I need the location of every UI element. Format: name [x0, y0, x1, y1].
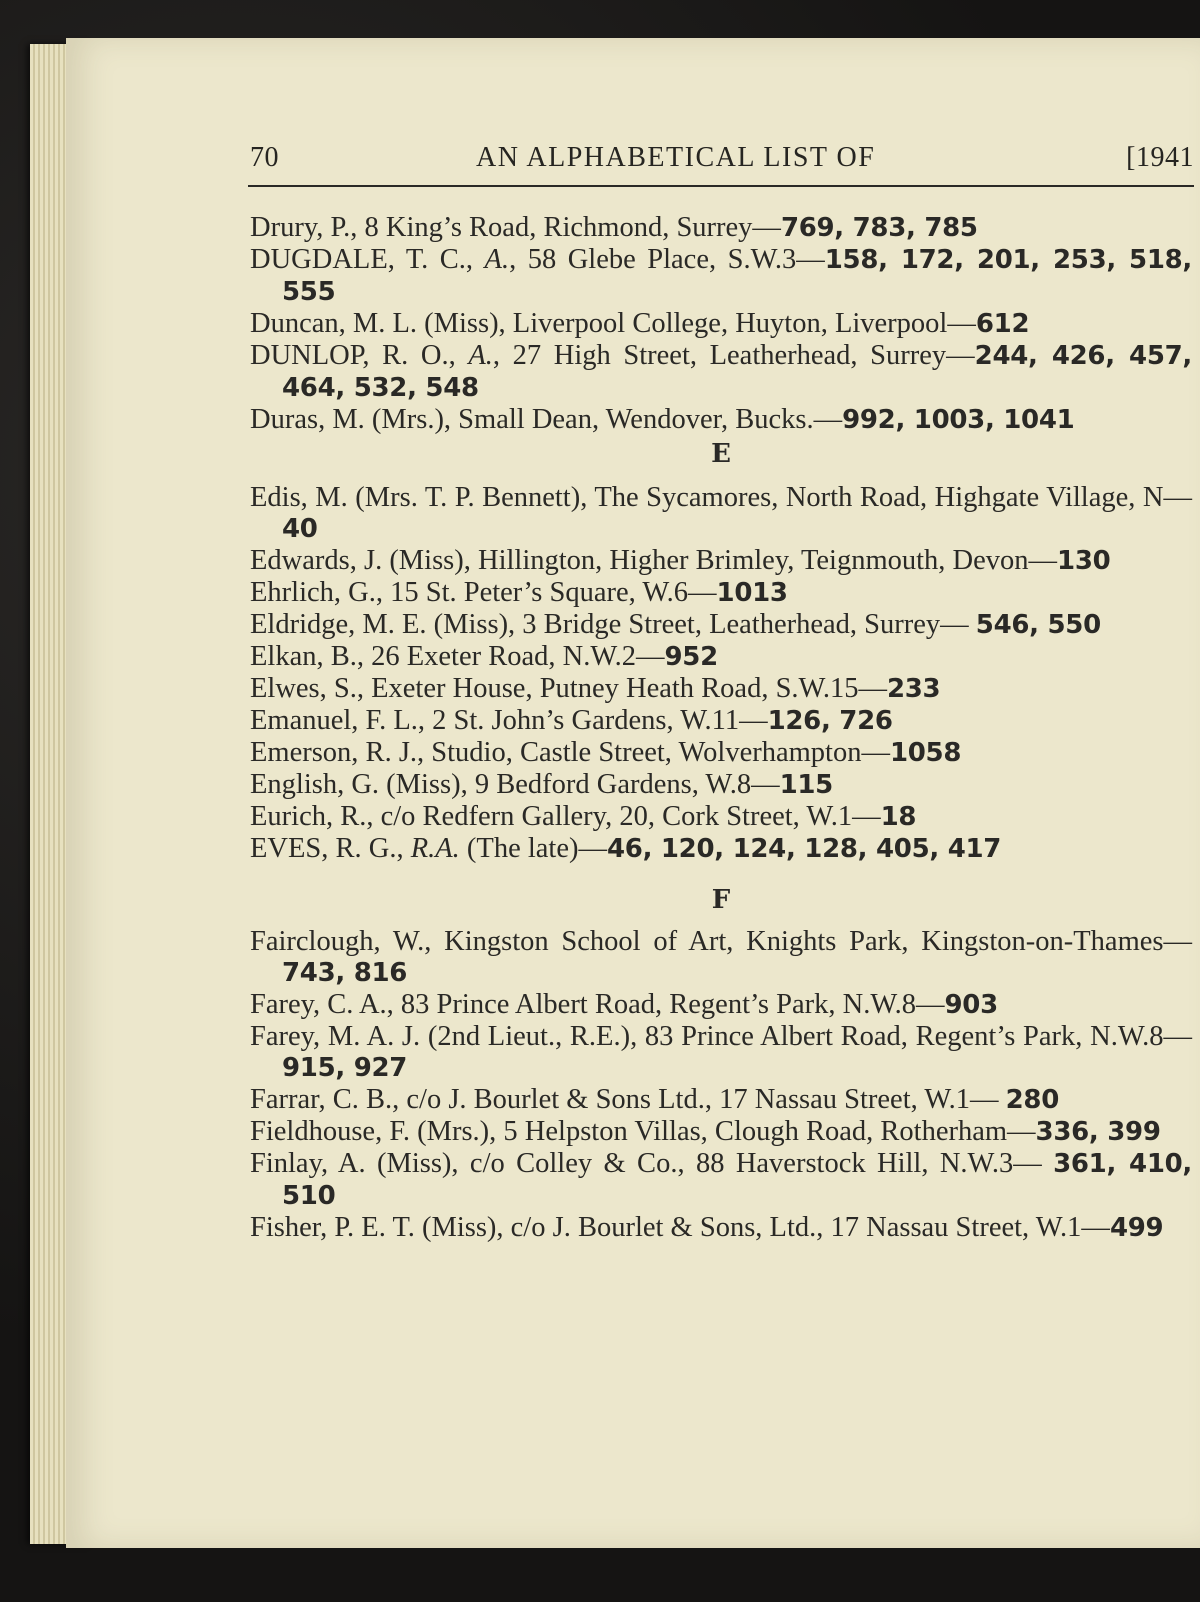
entry-text: Ehrlich, G., 15 St. Peter’s Square, W.6—	[250, 577, 717, 608]
entry-numbers: 952	[664, 642, 718, 672]
entry-numbers: 915, 927	[282, 1053, 408, 1083]
entry-text: Elwes, S., Exeter House, Putney Heath Road, S.W.15—	[250, 673, 887, 704]
entry-text: Emerson, R. J., Studio, Castle Street, Wolverhampton—	[250, 737, 890, 768]
entry-name: DUGDALE, T. C.,	[250, 244, 485, 275]
entry-text: Fairclough, W., Kingston School of Art, Knights Park, Kingston-on-Thames—	[250, 926, 1192, 957]
list-entry	[250, 641, 1192, 673]
entry-numbers: 244, 426, 457, 464, 532, 548	[282, 341, 1192, 403]
entry-numbers: 743, 816	[282, 958, 408, 988]
list-entry	[250, 308, 1192, 340]
entry-text: Finlay, A. (Miss), c/o Colley & Co., 88 Haverstock Hill, N.W.3—	[250, 1148, 1054, 1179]
entry-text: Edis, M. (Mrs. T. P. Bennett), The Sycamores, North Road, Highgate Village, N—	[250, 482, 1192, 513]
entry-numbers: 233	[886, 674, 941, 704]
list-entry	[250, 609, 1192, 641]
entry-text: Emanuel, F. L., 2 St. John’s Gardens, W.11—	[250, 705, 768, 736]
entry-numbers: 336, 399	[1035, 1117, 1161, 1147]
entry-text: Duncan, M. L. (Miss), Liverpool College, Huyton, Liverpool—	[250, 308, 976, 339]
entry-numbers: 1013	[716, 578, 788, 608]
entry-text: Duras, M. (Mrs.), Small Dean, Wendover, Bucks.—	[250, 404, 843, 435]
entry-name: DUNLOP, R. O.,	[250, 340, 469, 371]
entry-numbers: 130	[1057, 546, 1111, 576]
list-entry	[250, 244, 1192, 308]
header-rule	[248, 185, 1194, 187]
list-entry	[250, 1021, 1192, 1084]
list-entry	[250, 769, 1192, 801]
entry-numbers: 126, 726	[767, 706, 893, 736]
page-number: 70	[250, 142, 279, 173]
entry-numbers: 361, 410, 510	[282, 1149, 1192, 1211]
list-entry	[250, 212, 1192, 244]
page-year: [1941	[1126, 142, 1194, 173]
entry-numbers: 499	[1109, 1213, 1164, 1243]
entry-numbers: 280	[1005, 1085, 1060, 1115]
list-entry	[250, 482, 1192, 545]
entry-text: Farey, M. A. J. (2nd Lieut., R.E.), 83 Prince Albert Road, Regent’s Park, N.W.8—	[250, 1021, 1192, 1052]
list-entry	[250, 673, 1192, 705]
entry-text: Drury, P., 8 King’s Road, Richmond, Surrey—	[250, 212, 781, 243]
entry-numbers: 769, 783, 785	[780, 213, 978, 243]
entry-text: Fisher, P. E. T. (Miss), c/o J. Bourlet & Sons, Ltd., 17 Nassau Street, W.1—	[250, 1212, 1110, 1243]
entry-distinction: A.	[484, 244, 510, 275]
section-letter-e: E	[711, 439, 731, 469]
list-entry	[250, 926, 1192, 989]
list-entry	[250, 1148, 1192, 1212]
entry-name: EVES, R. G.,	[250, 833, 411, 864]
entry-numbers: 903	[944, 990, 998, 1020]
entry-text: Fieldhouse, F. (Mrs.), 5 Helpston Villas, Clough Road, Rotherham—	[250, 1116, 1036, 1147]
list-entry	[250, 340, 1192, 404]
list-entry	[250, 989, 1192, 1021]
entry-numbers: 158, 172, 201, 253, 518, 555	[282, 245, 1193, 307]
list-entry	[250, 1212, 1192, 1244]
entry-text: Elkan, B., 26 Exeter Road, N.W.2—	[250, 641, 665, 672]
entry-numbers: 992, 1003, 1041	[842, 405, 1075, 435]
entry-distinction: A.	[468, 340, 493, 371]
entry-numbers: 546, 550	[975, 610, 1101, 640]
entry-text: Edwards, J. (Miss), Hillington, Higher Brimley, Teignmouth, Devon—	[250, 545, 1058, 576]
entry-numbers: 46, 120, 124, 128, 405, 417	[606, 834, 1002, 864]
running-head	[250, 136, 1194, 180]
entry-text: , 58 Glebe Place, S.W.3—	[509, 244, 825, 275]
entry-text: Farey, C. A., 83 Prince Albert Road, Regent’s Park, N.W.8—	[250, 989, 945, 1020]
entry-text: Eldridge, M. E. (Miss), 3 Bridge Street, Leatherhead, Surrey—	[250, 609, 976, 640]
entry-distinction: R.A.	[410, 833, 460, 864]
entry-text: Farrar, C. B., c/o J. Bourlet & Sons Ltd., 17 Nassau Street, W.1—	[250, 1084, 1006, 1115]
entry-numbers: 40	[282, 514, 318, 544]
entry-list	[250, 212, 1192, 1244]
section-letter-f: F	[711, 885, 731, 915]
list-entry	[250, 577, 1192, 609]
entry-text: Eurich, R., c/o Redfern Gallery, 20, Cork Street, W.1—	[250, 801, 881, 832]
entry-text: (The late)—	[459, 833, 607, 864]
list-entry	[250, 1116, 1192, 1148]
entry-text: , 27 High Street, Leatherhead, Surrey—	[492, 340, 975, 371]
list-entry	[250, 833, 1192, 865]
list-entry	[250, 737, 1192, 769]
entry-numbers: 18	[880, 802, 917, 832]
list-entry	[250, 705, 1192, 737]
entry-numbers: 1058	[889, 738, 962, 768]
entry-text: English, G. (Miss), 9 Bedford Gardens, W.8—	[250, 769, 780, 800]
entry-numbers: 612	[975, 309, 1030, 339]
page-title: AN ALPHABETICAL LIST OF	[476, 142, 876, 173]
list-entry	[250, 545, 1192, 577]
entry-numbers: 115	[779, 770, 833, 800]
list-entry	[250, 801, 1192, 833]
list-entry	[250, 1084, 1192, 1116]
list-entry	[250, 404, 1192, 436]
